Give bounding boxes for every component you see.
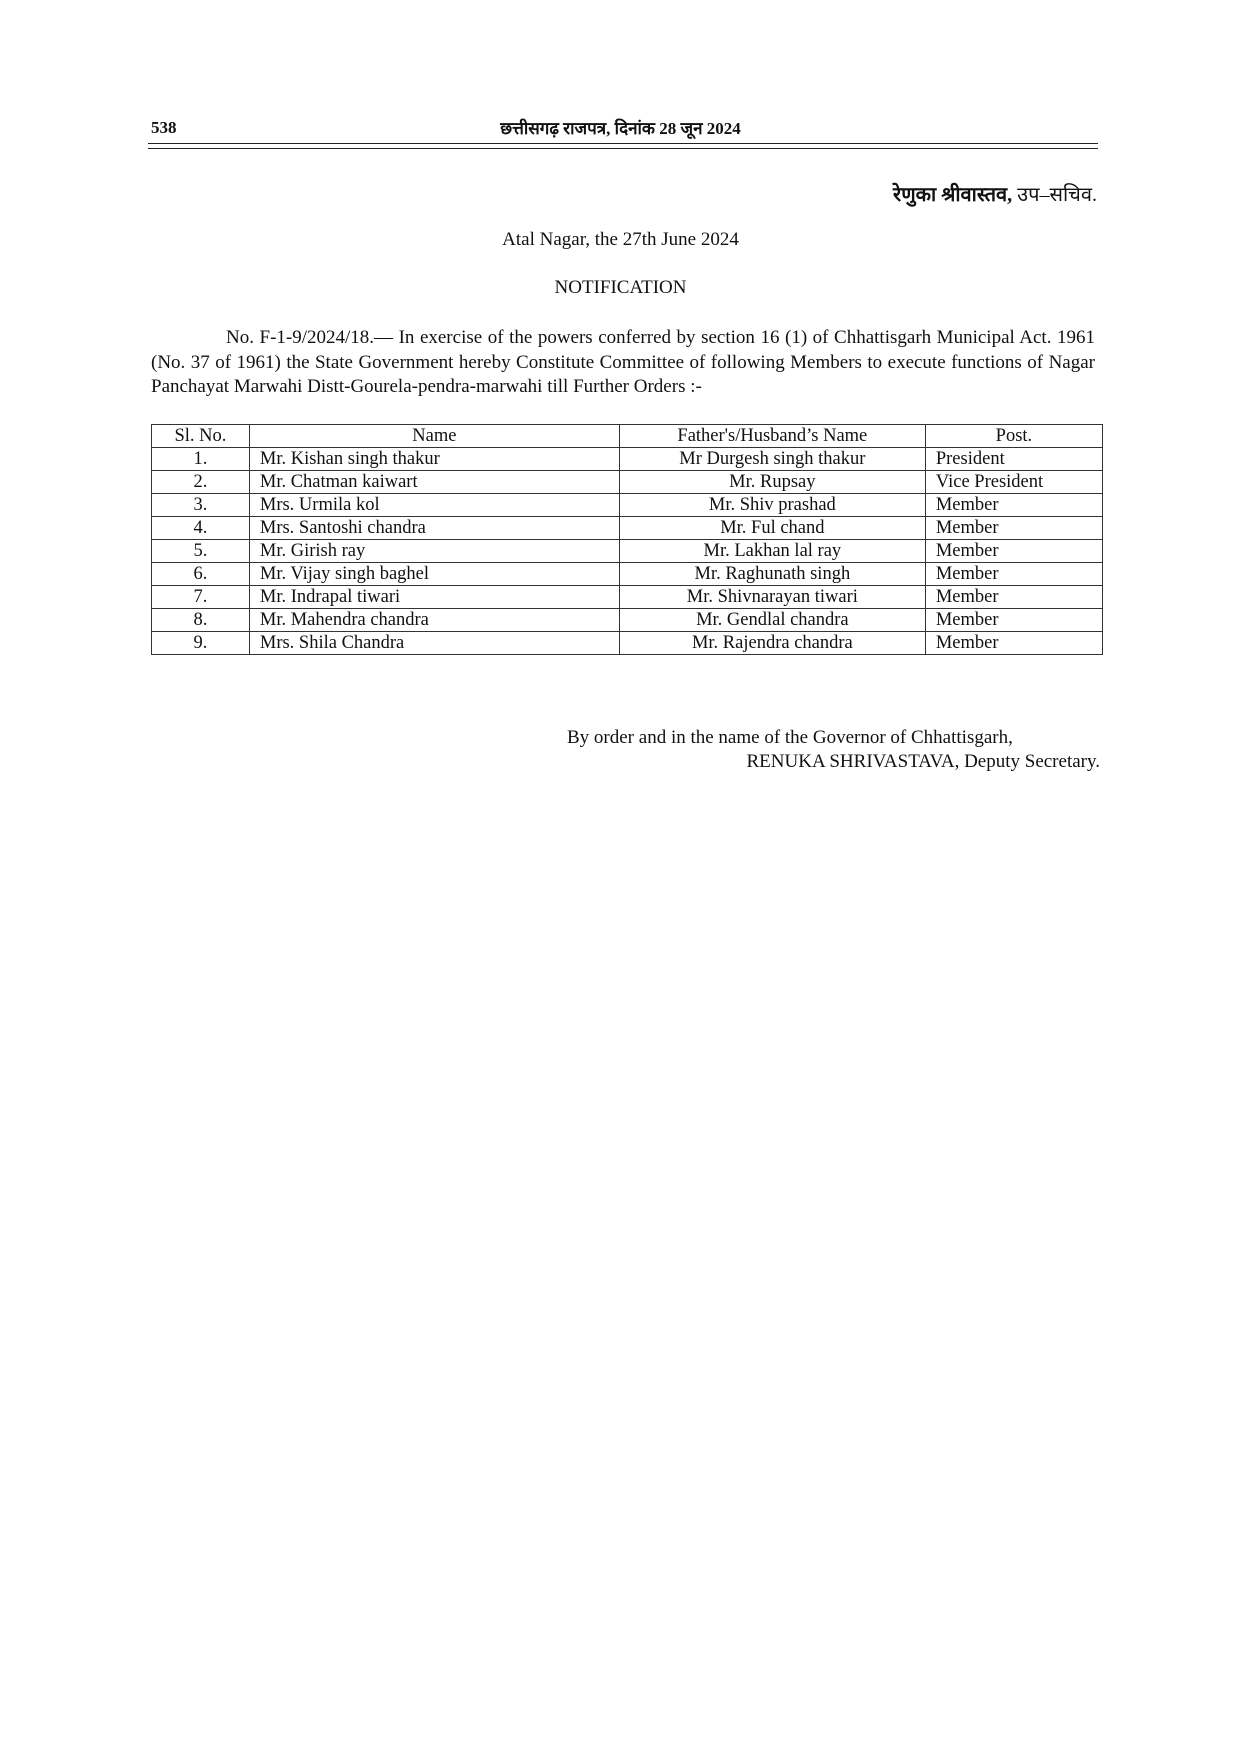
cell-sl-no: 3. — [152, 494, 250, 517]
table-row — [152, 471, 1103, 494]
table-header-row — [152, 425, 1103, 448]
cell-post: Member — [925, 632, 1102, 655]
cell-sl-no: 5. — [152, 540, 250, 563]
table-row — [152, 632, 1103, 655]
table-row — [152, 563, 1103, 586]
table-row — [152, 517, 1103, 540]
cell-post: Member — [925, 609, 1102, 632]
closing-authority-line: By order and in the name of the Governor of Chhattisgarh, — [567, 727, 1013, 748]
cell-sl-no: 8. — [152, 609, 250, 632]
cell-sl-no: 4. — [152, 517, 250, 540]
table-row — [152, 448, 1103, 471]
table-row — [152, 494, 1103, 517]
cell-sl-no: 6. — [152, 563, 250, 586]
cell-father-husband-name: Mr. Rajendra chandra — [619, 632, 925, 655]
cell-father-husband-name: Mr. Ful chand — [619, 517, 925, 540]
page-number: 538 — [151, 118, 177, 137]
header-rule-bottom — [148, 148, 1098, 149]
cell-name: Mr. Chatman kaiwart — [249, 471, 619, 494]
cell-sl-no: 9. — [152, 632, 250, 655]
cell-father-husband-name: Mr. Shiv prashad — [619, 494, 925, 517]
header-father-husband-name: Father's/Husband’s Name — [619, 425, 925, 448]
cell-post: Member — [925, 494, 1102, 517]
table-row — [152, 540, 1103, 563]
cell-sl-no: 1. — [152, 448, 250, 471]
cell-name: Mr. Vijay singh baghel — [249, 563, 619, 586]
previous-signatory-designation: उप–सचिव. — [1017, 184, 1097, 206]
notification-date-line: Atal Nagar, the 27th June 2024 — [502, 229, 739, 250]
members-table — [151, 424, 1103, 655]
cell-post: Member — [925, 517, 1102, 540]
closing-signatory: RENUKA SHRIVASTAVA, Deputy Secretary. — [746, 751, 1100, 772]
notification-body: No. F-1-9/2024/18.— In exercise of the powers conferred by section 16 (1) of Chhattisgarh Municipal Act. 1961 (No. 37 of 1961) the State Government hereby Constitute Committee of following Members to execute functions of Nagar Panchayat Marwahi Distt-Gourela-pendra-marwahi till Further Orders :- — [151, 327, 1095, 397]
cell-post: President — [925, 448, 1102, 471]
cell-name: Mrs. Urmila kol — [249, 494, 619, 517]
cell-name: Mr. Indrapal tiwari — [249, 586, 619, 609]
cell-name: Mr. Kishan singh thakur — [249, 448, 619, 471]
notification-title: NOTIFICATION — [554, 277, 687, 298]
cell-father-husband-name: Mr. Gendlal chandra — [619, 609, 925, 632]
header-name: Name — [249, 425, 619, 448]
cell-post: Member — [925, 563, 1102, 586]
cell-name: Mrs. Santoshi chandra — [249, 517, 619, 540]
cell-father-husband-name: Mr. Raghunath singh — [619, 563, 925, 586]
cell-father-husband-name: Mr. Lakhan lal ray — [619, 540, 925, 563]
previous-signature — [893, 180, 1097, 207]
cell-post: Vice President — [925, 471, 1102, 494]
table-row — [152, 609, 1103, 632]
cell-father-husband-name: Mr. Rupsay — [619, 471, 925, 494]
cell-sl-no: 2. — [152, 471, 250, 494]
cell-father-husband-name: Mr. Shivnarayan tiwari — [619, 586, 925, 609]
table-row — [152, 586, 1103, 609]
header-post: Post. — [925, 425, 1102, 448]
cell-post: Member — [925, 586, 1102, 609]
cell-name: Mr. Mahendra chandra — [249, 609, 619, 632]
header-sl-no: Sl. No. — [152, 425, 250, 448]
cell-post: Member — [925, 540, 1102, 563]
cell-father-husband-name: Mr Durgesh singh thakur — [619, 448, 925, 471]
cell-name: Mrs. Shila Chandra — [249, 632, 619, 655]
cell-name: Mr. Girish ray — [249, 540, 619, 563]
header-rule-top — [148, 143, 1098, 144]
previous-signatory-name: रेणुका श्रीवास्तव, — [893, 184, 1013, 206]
gazette-running-title: छत्तीसगढ़ राजपत्र, दिनांक 28 जून 2024 — [500, 119, 741, 138]
cell-sl-no: 7. — [152, 586, 250, 609]
